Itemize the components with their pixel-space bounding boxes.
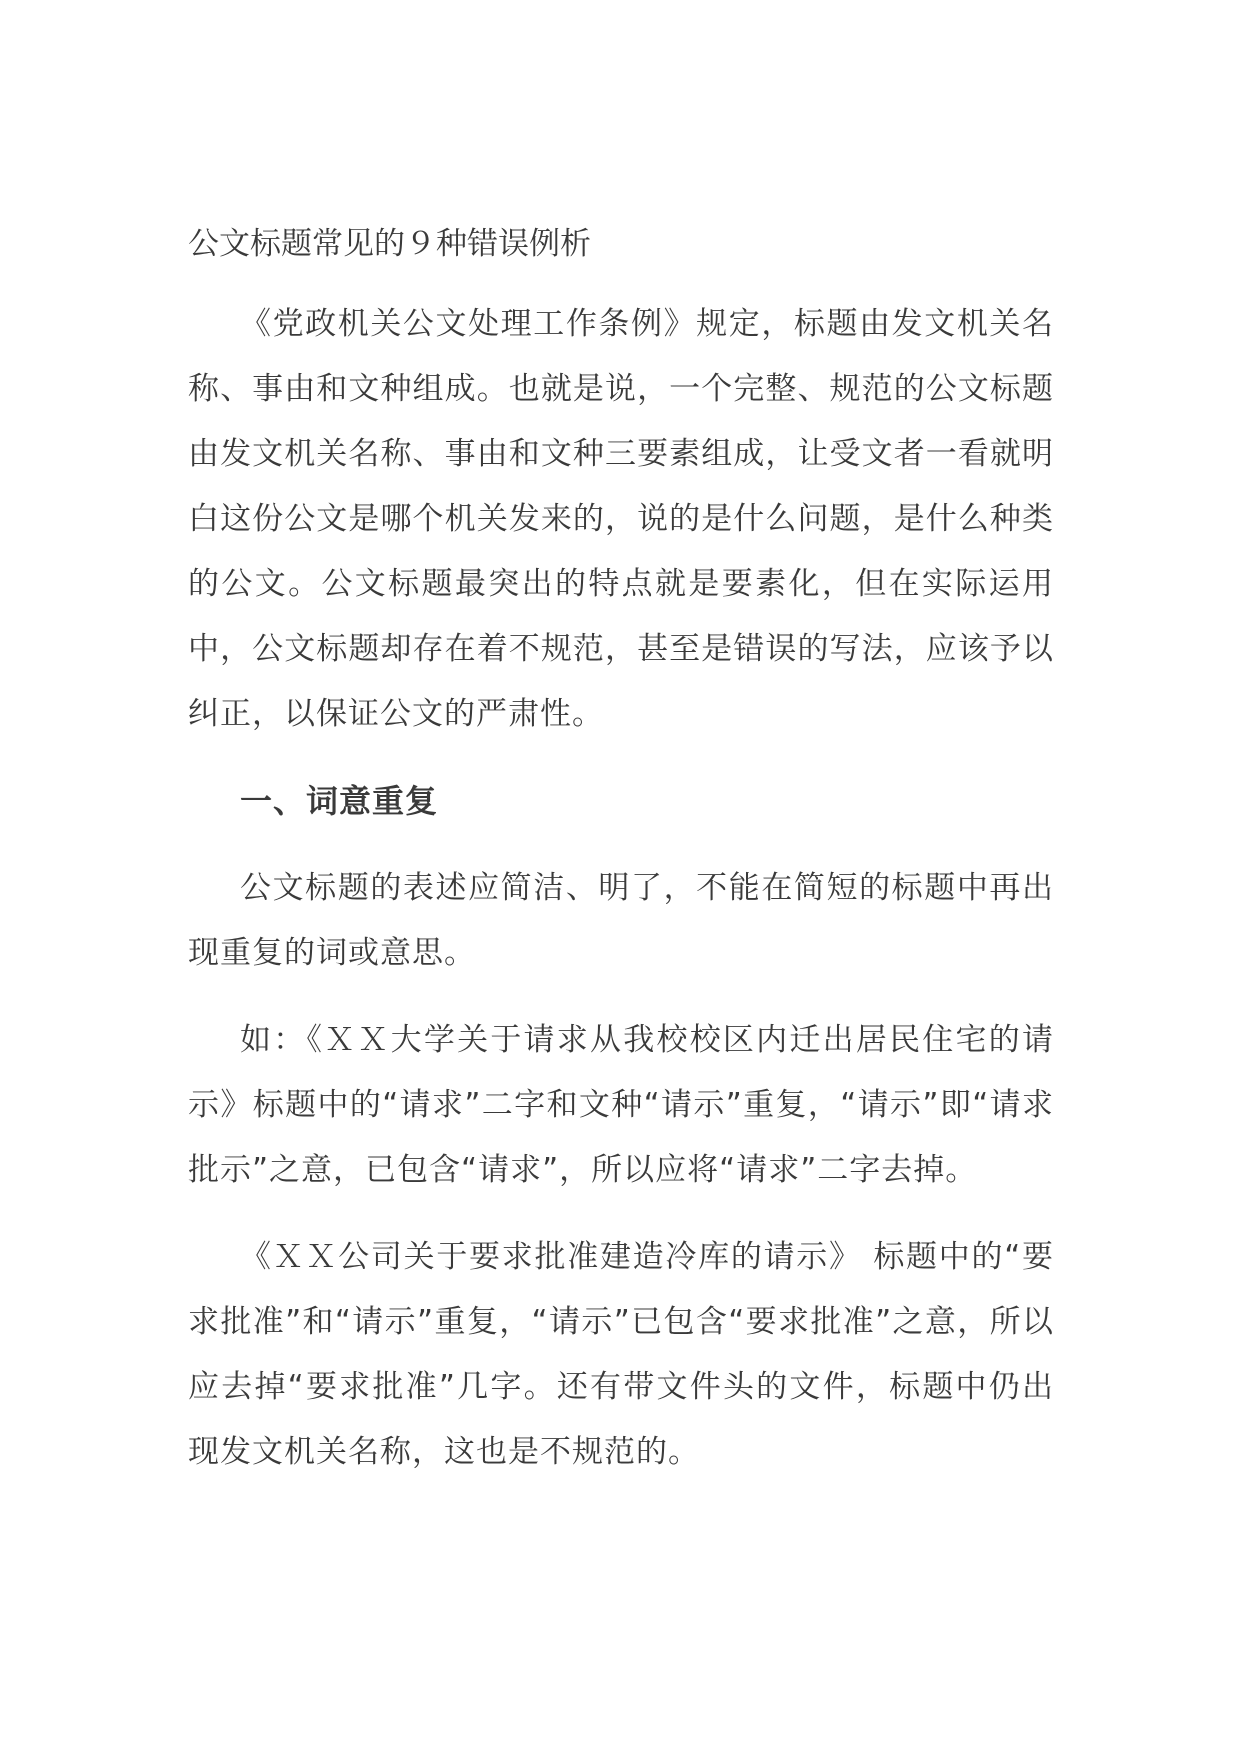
document-title: 公文标题常见的９种错误例析 [188,226,591,262]
intro-paragraph: 《党政机关公文处理工作条例》规定，标题由发文机关名称、事由和文种组成。也就是说，一个完整、规范的公文标题由发文机关名称、事由和文种三要素组成，让受文者一看就明白这份公文是哪个机关发来的，说的是什么问题，是什么种类的公文。公文标题最突出的特点就是要素化，但在实际运用中，公文标题却存在着不规范，甚至是错误的写法，应该予以纠正，以保证公文的严肃性。 [188,306,1054,732]
document-body [188,222,1054,1485]
section-paragraph-example-company: 《ＸＸ公司关于要求批准建造冷库的请示》 标题中的“要求批准”和“请示”重复，“请示”已包含“要求批准”之意，所以应去掉“要求批准”几字。还有带文件头的文件，标题中仍出现发文机关名称，这也是不规范的。 [188,1239,1054,1470]
section-heading-word-repetition: 一、词意重复 [240,782,439,820]
section-paragraph-principle: 公文标题的表述应简洁、明了，不能在简短的标题中再出现重复的词或意思。 [188,870,1054,971]
section-paragraph-example-university: 如：《ＸＸ大学关于请求从我校校区内迁出居民住宅的请示》标题中的“请求”二字和文种“请示”重复，“请示”即“请求批示”之意，已包含“请求”，所以应将“请求”二字去掉。 [188,1022,1054,1188]
